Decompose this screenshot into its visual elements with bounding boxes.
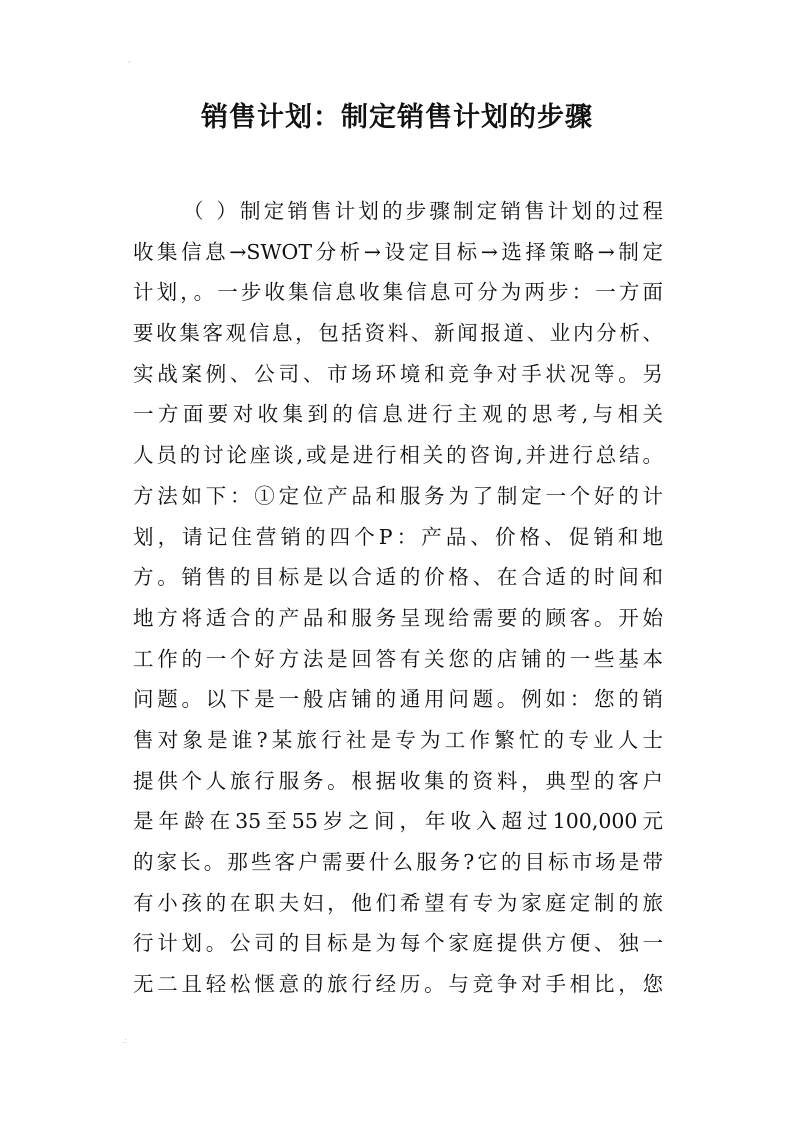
body-line: 地方将适合的产品和服务呈现给需要的顾客。开始 [133,605,663,630]
body-line: 问题。以下是一般店铺的通用问题。例如：您的销 [133,687,663,712]
body-line: 是年龄在35至55岁之间，年收入超过100,000元 [133,809,663,834]
body-line: 售对象是谁?某旅行社是专为工作繁忙的专业人士 [133,727,663,752]
body-line: 收集信息→SWOT分析→设定目标→选择策略→制定 [133,239,663,264]
body-line: 要收集客观信息，包括资料、新闻报道、业内分析、 [133,321,663,346]
body-line: 方。销售的目标是以合适的价格、在合适的时间和 [133,565,663,590]
body-line: （ ）制定销售计划的步骤制定销售计划的过程 [183,199,663,223]
body-line: 人员的讨论座谈,或是进行相关的咨询,并进行总结。 [133,443,663,468]
body-line: 有小孩的在职夫妇，他们希望有专为家庭定制的旅 [133,890,663,915]
document-body [133,191,663,1005]
corner-mark-top: ' [128,60,131,69]
body-line: 计划，。一步收集信息收集信息可分为两步：一方面 [133,280,663,305]
body-line: 提供个人旅行服务。根据收集的资料，典型的客户 [133,768,663,793]
body-line: 实战案例、公司、市场环境和竞争对手状况等。另 [133,361,663,386]
document-title: 销售计划：制定销售计划的步骤 [201,102,593,133]
corner-mark-bottom: .: [122,1036,128,1045]
body-line: 方法如下：①定位产品和服务为了制定一个好的计 [133,483,663,508]
body-line: 工作的一个好方法是回答有关您的店铺的一些基本 [133,646,663,671]
body-line: 一方面要对收集到的信息进行主观的思考,与相关 [133,402,663,427]
body-line: 行计划。公司的目标是为每个家庭提供方便、独一 [133,931,663,956]
body-line: 划，请记住营销的四个P：产品、价格、促销和地 [133,524,663,549]
body-line: 的家长。那些客户需要什么服务?它的目标市场是带 [133,850,663,874]
body-line: 无二且轻松惬意的旅行经历。与竞争对手相比，您 [133,972,663,997]
